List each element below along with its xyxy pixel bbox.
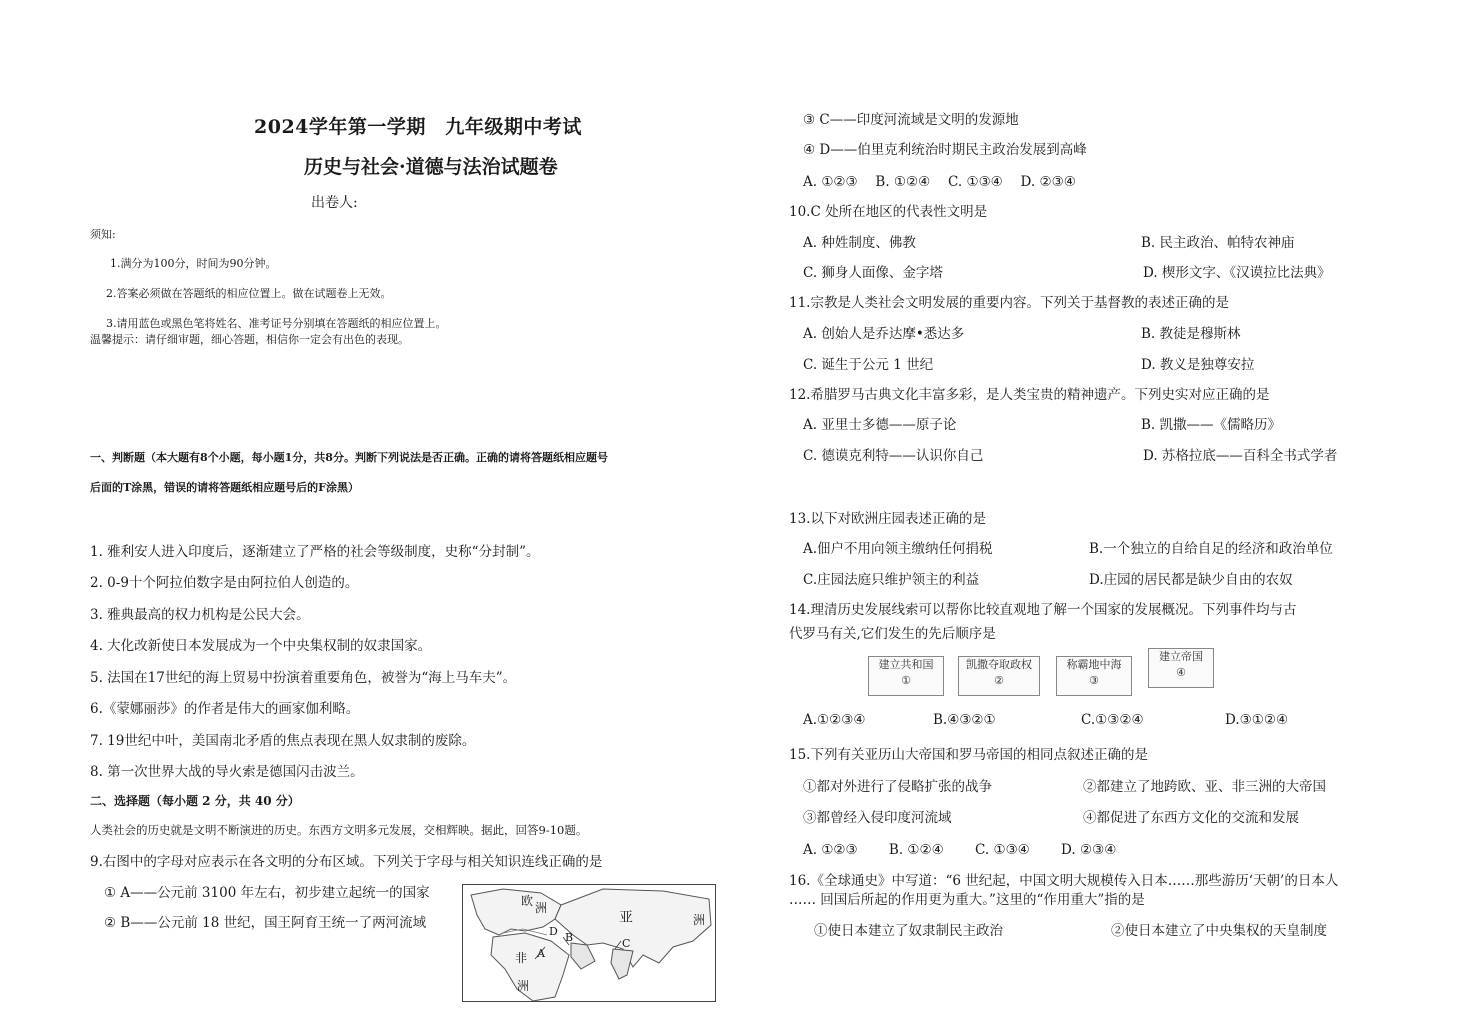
timeline-event-num: ① bbox=[901, 674, 911, 687]
exam-title: 2024学年第一学期 九年级期中考试 bbox=[254, 116, 582, 138]
q13-option-b: B.一个独立的自给自足的经济和政治单位 bbox=[1089, 541, 1333, 557]
q16-stem-cont: …… 回国后所起的作用更为重大。”这里的“作用重大”指的是 bbox=[789, 892, 1145, 908]
q11-option-b: B. 教徒是穆斯林 bbox=[1141, 326, 1241, 342]
q11-option-d: D. 教义是独尊安拉 bbox=[1141, 357, 1255, 373]
timeline-event-text: 建立帝国 bbox=[1159, 650, 1203, 663]
map-label-a: A bbox=[537, 947, 545, 960]
map-label-africa-2: 洲 bbox=[517, 979, 530, 993]
section2-intro: 人类社会的历史就是文明不断演进的历史。东西方文明多元发展，交相辉映。据此，回答9-10题。 bbox=[90, 823, 588, 837]
notice-item: 3.请用蓝色或黑色笔将姓名、准考证号分别填在答题纸的相应位置上。 bbox=[106, 317, 447, 330]
q16-stem: 16.《全球通史》中写道：“6 世纪起，中国文明大规模传入日本……那些游历‘天朝’的日本人 bbox=[789, 873, 1339, 889]
timeline-event-text: 称霸地中海 bbox=[1066, 658, 1122, 671]
timeline-event-text: 建立共和国 bbox=[878, 658, 934, 671]
author-label: 出卷人: bbox=[311, 195, 358, 211]
q15-statement-2: ②都建立了地跨欧、亚、非三洲的大帝国 bbox=[1083, 779, 1326, 795]
map-label-africa-1: 非 bbox=[515, 951, 528, 965]
timeline-event-num: ③ bbox=[1089, 674, 1099, 687]
map-label-c: C bbox=[622, 937, 631, 950]
q10-option-c: C. 狮身人面像、金字塔 bbox=[803, 265, 943, 281]
q11-stem: 11.宗教是人类社会文明发展的重要内容。下列关于基督教的表述正确的是 bbox=[789, 295, 1229, 311]
timeline-event-text: 凯撒夺取政权 bbox=[966, 658, 1032, 671]
civilization-map bbox=[462, 884, 716, 1002]
notice-item: 2.答案必须做在答题纸的相应位置上。做在试题卷上无效。 bbox=[106, 287, 392, 300]
judge-item-7: 7. 19世纪中叶，美国南北矛盾的焦点表现在黑人奴隶制的废除。 bbox=[90, 733, 476, 749]
judge-item-6: 6.《蒙娜丽莎》的作者是伟大的画家伽利略。 bbox=[90, 701, 360, 717]
q10-option-b: B. 民主政治、帕特农神庙 bbox=[1141, 235, 1295, 251]
map-outline-graphic bbox=[463, 885, 715, 1001]
q15-statement-3: ③都曾经入侵印度河流域 bbox=[803, 810, 952, 826]
q14-option-b: B.④③②① bbox=[933, 712, 996, 728]
notice-tip: 温馨提示：请仔细审题，细心答题，相信你一定会有出色的表现。 bbox=[90, 333, 409, 346]
judge-item-2: 2. 0-9十个阿拉伯数字是由阿拉伯人创造的。 bbox=[90, 575, 359, 591]
map-label-d: D bbox=[549, 925, 558, 938]
q9-stem: 9.右图中的字母对应表示在各文明的分布区域。下列关于字母与相关知识连线正确的是 bbox=[90, 854, 603, 870]
q11-option-a: A. 创始人是乔达摩•悉达多 bbox=[803, 326, 965, 342]
q9-option-2: ② B——公元前 18 世纪，国王阿育王统一了两河流域 bbox=[104, 915, 427, 931]
q12-option-d: D. 苏格拉底——百科全书式学者 bbox=[1143, 448, 1338, 464]
q12-stem: 12.希腊罗马古典文化丰富多彩，是人类宝贵的精神遗产。下列史实对应正确的是 bbox=[789, 387, 1270, 403]
judge-item-3: 3. 雅典最高的权力机构是公民大会。 bbox=[90, 607, 310, 623]
notice-item: 1.满分为100分，时间为90分钟。 bbox=[110, 257, 277, 270]
q14-option-a: A.①②③④ bbox=[803, 712, 866, 728]
map-label-asia-2: 洲 bbox=[693, 913, 706, 927]
map-label-b: B bbox=[565, 931, 574, 944]
q11-option-c: C. 诞生于公元 1 世纪 bbox=[803, 357, 934, 373]
map-label-europe-2: 洲 bbox=[535, 901, 548, 915]
q16-statement-1: ①使日本建立了奴隶制民主政治 bbox=[814, 923, 1003, 939]
q15-stem: 15.下列有关亚历山大帝国和罗马帝国的相同点叙述正确的是 bbox=[789, 747, 1148, 763]
q13-option-d: D.庄园的居民都是缺少自由的农奴 bbox=[1089, 572, 1293, 588]
q15-statement-4: ④都促进了东西方文化的交流和发展 bbox=[1083, 810, 1299, 826]
q9-option-4: ④ D——伯里克利统治时期民主政治发展到高峰 bbox=[803, 142, 1087, 158]
timeline-event-2 bbox=[958, 656, 1040, 696]
judge-item-8: 8. 第一次世界大战的导火索是德国闪击波兰。 bbox=[90, 764, 364, 780]
q15-choices: A. ①②③ B. ①②④ C. ①③④ D. ②③④ bbox=[803, 842, 1117, 858]
q10-option-d: D. 楔形文字、《汉谟拉比法典》 bbox=[1143, 265, 1331, 281]
q12-option-a: A. 亚里士多德——原子论 bbox=[803, 417, 957, 433]
q13-option-c: C.庄园法庭只维护领主的利益 bbox=[803, 572, 980, 588]
exam-subtitle: 历史与社会·道德与法治试题卷 bbox=[304, 156, 558, 178]
q13-option-a: A.佃户不用向领主缴纳任何捐税 bbox=[803, 541, 993, 557]
q13-stem: 13.以下对欧洲庄园表述正确的是 bbox=[789, 511, 986, 527]
notice-heading: 须知: bbox=[90, 228, 116, 241]
q9-option-1: ① A——公元前 3100 年左右，初步建立起统一的国家 bbox=[104, 885, 430, 901]
timeline-event-num: ② bbox=[994, 674, 1004, 687]
map-label-asia-1: 亚 bbox=[619, 910, 633, 926]
q12-option-b: B. 凯撒——《儒略历》 bbox=[1141, 417, 1282, 433]
q14-stem-cont: 代罗马有关,它们发生的先后顺序是 bbox=[789, 626, 996, 642]
timeline-event-num: ④ bbox=[1176, 666, 1186, 679]
q10-stem: 10.C 处所在地区的代表性文明是 bbox=[789, 204, 988, 220]
q14-option-d: D.③①②④ bbox=[1225, 712, 1289, 728]
section1-heading: 一、判断题（本大题有8个小题，每小题1分，共8分。判断下列说法是否正确。正确的请将答题纸相应题号 bbox=[90, 451, 608, 464]
judge-item-5: 5. 法国在17世纪的海上贸易中扮演着重要角色，被誉为“海上马车夫”。 bbox=[90, 670, 517, 686]
q12-option-c: C. 德谟克利特——认识你自己 bbox=[803, 448, 984, 464]
q9-option-3: ③ C——印度河流域是文明的发源地 bbox=[803, 112, 1019, 128]
judge-item-4: 4. 大化改新使日本发展成为一个中央集权制的奴隶国家。 bbox=[90, 638, 432, 654]
q14-stem: 14.理清历史发展线索可以帮你比较直观地了解一个国家的发展概况。下列事件均与古 bbox=[789, 602, 1297, 618]
q15-statement-1: ①都对外进行了侵略扩张的战争 bbox=[803, 779, 992, 795]
section2-heading: 二、选择题（每小题 2 分，共 40 分） bbox=[90, 794, 300, 808]
q9-choices: A. ①②③ B. ①②④ C. ①③④ D. ②③④ bbox=[803, 174, 1076, 190]
timeline-event-3 bbox=[1056, 656, 1132, 696]
judge-item-1: 1. 雅利安人进入印度后，逐渐建立了严格的社会等级制度，史称“分封制”。 bbox=[90, 544, 540, 560]
timeline-event-4 bbox=[1148, 648, 1214, 688]
timeline-event-1 bbox=[868, 656, 944, 696]
q16-statement-2: ②使日本建立了中央集权的天皇制度 bbox=[1111, 923, 1327, 939]
map-label-europe-1: 欧 bbox=[521, 894, 534, 908]
section1-heading-cont: 后面的T涂黑，错误的请将答题纸相应题号后的F涂黑） bbox=[90, 481, 359, 494]
q10-option-a: A. 种姓制度、佛教 bbox=[803, 235, 916, 251]
q14-option-c: C.①③②④ bbox=[1081, 712, 1144, 728]
